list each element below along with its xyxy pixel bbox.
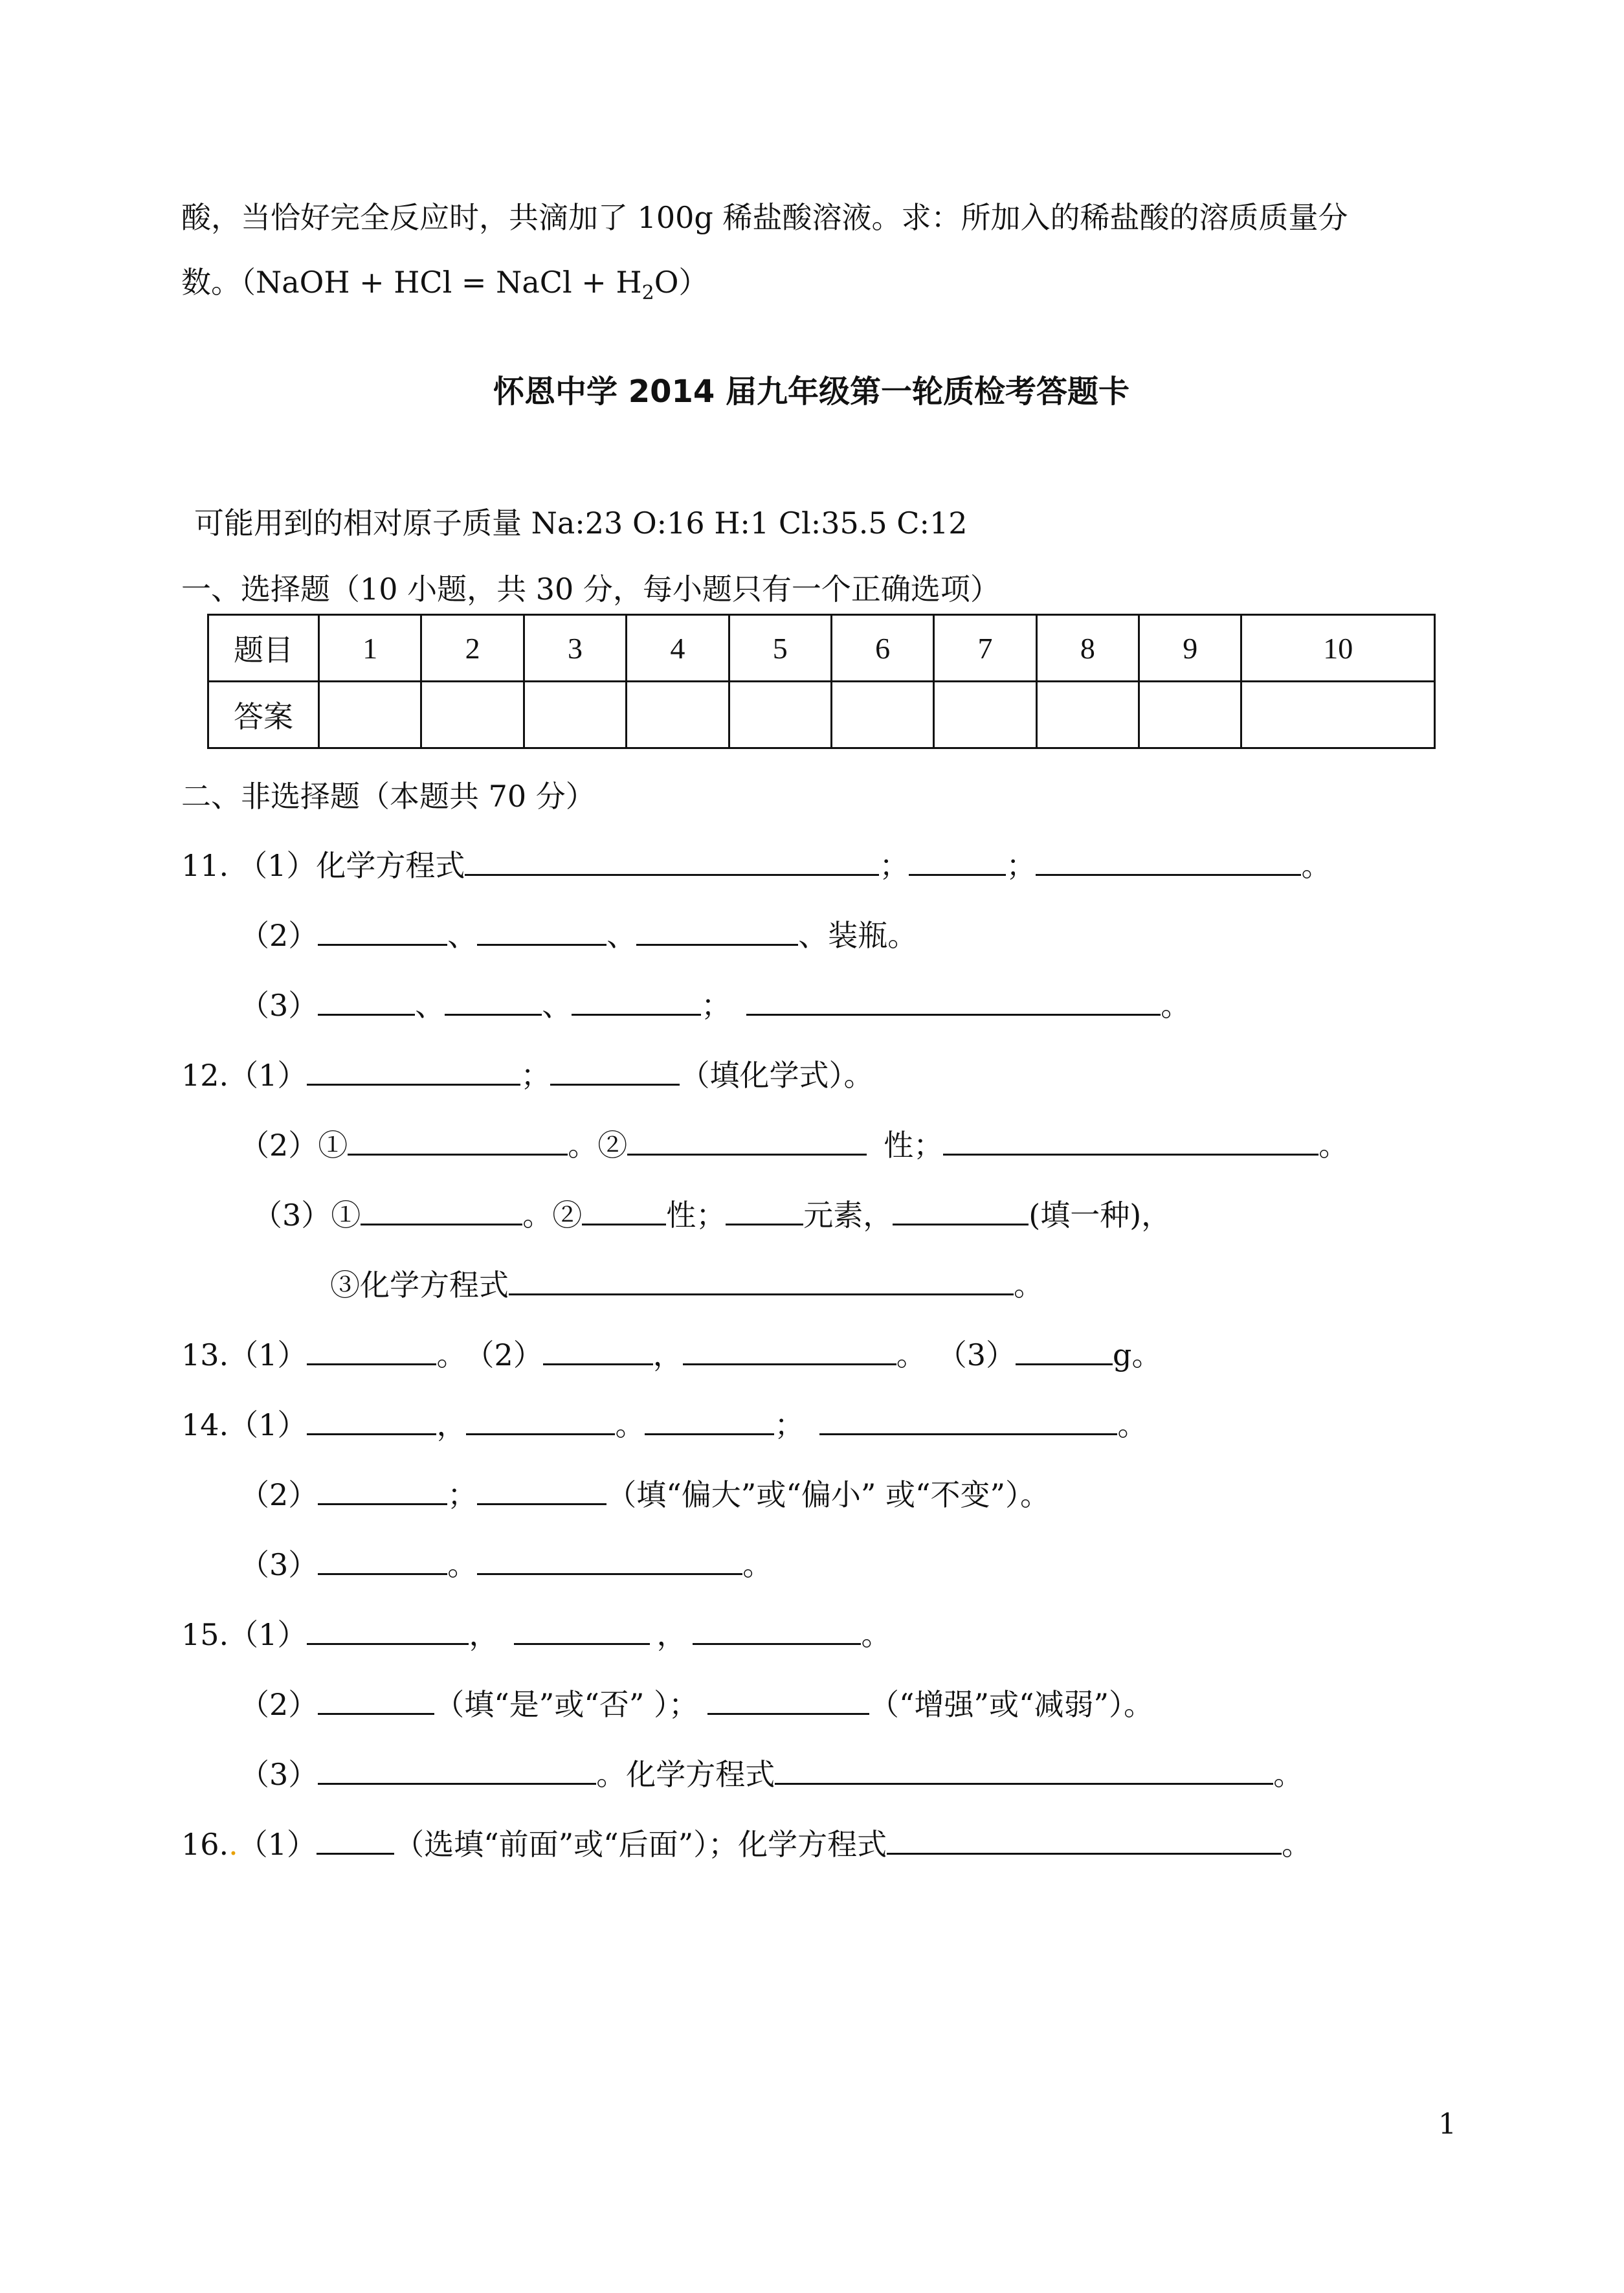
line-end: 。 — [861, 1617, 891, 1652]
answer-cell[interactable] — [1036, 682, 1139, 748]
answer-cell[interactable] — [831, 682, 933, 748]
q12-equation-label: ③化学方程式 — [330, 1268, 509, 1303]
separator: ， — [656, 1617, 687, 1652]
line-end: 。 — [1273, 1757, 1304, 1792]
q13-part1-label: （1） — [228, 1337, 307, 1372]
separator: ； — [520, 1058, 551, 1093]
answer-cell[interactable] — [319, 682, 421, 748]
q12-line-4 — [330, 1265, 1043, 1304]
answer-blank[interactable] — [909, 845, 1006, 876]
q14-line-2 — [239, 1475, 1050, 1514]
q16-line-1 — [181, 1824, 1311, 1864]
q15-line-2 — [239, 1684, 1153, 1724]
answer-blank[interactable] — [361, 1195, 522, 1225]
q12-line-3 — [252, 1195, 1171, 1235]
separator: 、 — [606, 918, 637, 953]
q15-part3-label: （3） — [239, 1757, 318, 1792]
answer-cell[interactable] — [627, 682, 729, 748]
page-number: 1 — [1438, 2108, 1456, 2141]
separator: 。 — [615, 1407, 645, 1442]
separator: 、 — [542, 988, 572, 1023]
answer-cell[interactable] — [524, 682, 626, 748]
q15-part1-label: （1） — [228, 1617, 307, 1652]
q13-line-1 — [181, 1335, 1161, 1374]
q13-part3-label: （3） — [951, 1337, 1016, 1372]
line-end: 、装瓶。 — [798, 918, 918, 953]
q14-part2-label: （2） — [239, 1477, 318, 1512]
q13-part2-label: （2） — [479, 1337, 543, 1372]
answer-blank[interactable] — [307, 1405, 436, 1435]
line-end: 。 — [1318, 1128, 1349, 1163]
q11-part2-label: （2） — [239, 918, 318, 953]
q14-part1-label: （1） — [228, 1407, 307, 1442]
answer-cell[interactable] — [729, 682, 831, 748]
instruction-text: （填“是”或“否” ）； — [434, 1687, 698, 1722]
line-end: （填化学式）。 — [680, 1058, 874, 1093]
line-end: (填一种)， — [1029, 1198, 1172, 1233]
answer-table — [207, 614, 1436, 749]
answer-blank[interactable] — [726, 1195, 803, 1225]
q14-part3-label: （3） — [239, 1547, 318, 1582]
q14-line-3 — [239, 1545, 772, 1584]
answer-blank[interactable] — [819, 1405, 1117, 1435]
line-end: g。 — [1113, 1337, 1162, 1372]
label-text: 性； — [666, 1198, 726, 1233]
separator: ； — [879, 848, 909, 883]
question-number: 12. — [181, 1058, 229, 1093]
answer-blank[interactable] — [466, 1405, 615, 1435]
answer-blank[interactable] — [943, 1125, 1318, 1156]
answer-blank[interactable] — [477, 1545, 742, 1575]
separator: 。② — [522, 1198, 583, 1233]
separator: ， — [652, 1337, 683, 1372]
separator: 、 — [447, 918, 478, 953]
separator: 。② — [568, 1128, 628, 1163]
label-text: 。化学方程式 — [596, 1757, 775, 1792]
answer-blank[interactable] — [572, 985, 701, 1016]
answer-blank[interactable] — [775, 1754, 1273, 1785]
answer-blank[interactable] — [477, 915, 606, 946]
q11-line-3 — [239, 985, 1190, 1025]
instruction-text: （“增强”或“减弱”）。 — [869, 1687, 1154, 1722]
equation-subscript: 2 — [641, 282, 654, 305]
atomic-masses: 可能用到的相对原子质量 Na:23 O:16 H:1 Cl:35.5 C:12 — [194, 506, 968, 541]
q14-line-1 — [181, 1405, 1147, 1444]
instruction-text: （选填“前面”或“后面”）；化学方程式 — [394, 1827, 887, 1862]
question-number: 10 — [1241, 615, 1435, 682]
separator: ； — [1006, 848, 1036, 883]
answer-blank[interactable] — [318, 915, 447, 946]
line-end: 。 — [1282, 1827, 1312, 1862]
question-number: 5 — [729, 615, 831, 682]
answer-blank[interactable] — [307, 1335, 436, 1365]
question-number: 16. — [181, 1827, 229, 1862]
q12-part1-label: （1） — [228, 1058, 307, 1093]
answer-blank[interactable] — [1036, 845, 1301, 876]
q12-line-2 — [239, 1125, 1348, 1165]
q15-line-1 — [181, 1615, 891, 1654]
answer-blank[interactable] — [509, 1265, 1014, 1295]
table-row-answers — [208, 682, 1435, 748]
table-row-questions — [208, 615, 1435, 682]
separator: 。 — [447, 1547, 478, 1582]
answer-sheet-title: 怀恩中学 2014 届九年级第一轮质检考答题卡 — [493, 374, 1130, 410]
section2-heading: 二、非选择题（本题共 70 分） — [181, 779, 595, 814]
instruction-text: （填“偏大”或“偏小” 或“不变”）。 — [606, 1477, 1051, 1512]
separator: ， — [469, 1617, 499, 1652]
answer-blank[interactable] — [582, 1195, 666, 1225]
label-text: 性； — [884, 1128, 944, 1163]
question-number: 14. — [181, 1407, 229, 1442]
q12-part2-label: （2）① — [239, 1128, 348, 1163]
line-end: 。 — [1301, 848, 1331, 883]
answer-blank[interactable] — [307, 1055, 520, 1086]
answer-blank[interactable] — [645, 1405, 774, 1435]
separator: ； — [774, 1407, 805, 1442]
answer-cell[interactable] — [1139, 682, 1241, 748]
q11-line-2 — [239, 915, 917, 955]
answer-blank[interactable] — [693, 1615, 861, 1645]
continuation-line-2 — [181, 263, 709, 305]
answer-blank[interactable] — [746, 985, 1161, 1016]
answer-blank[interactable] — [683, 1335, 896, 1365]
question-number: 13. — [181, 1337, 229, 1372]
answer-blank[interactable] — [636, 915, 798, 946]
row-label-answers: 答案 — [208, 682, 319, 748]
answer-blank[interactable] — [550, 1055, 680, 1086]
answer-blank[interactable] — [514, 1615, 650, 1645]
question-number: 11. — [181, 848, 229, 883]
q16-part1-label: （1） — [238, 1827, 317, 1862]
continuation-line-1: 酸，当恰好完全反应时，共滴加了 100g 稀盐酸溶液。求：所加入的稀盐酸的溶质质量分 — [181, 200, 1348, 235]
stray-dot: . — [228, 1827, 238, 1862]
question-number: 4 — [627, 615, 729, 682]
question-number: 1 — [319, 615, 421, 682]
q11-part3-label: （3） — [239, 988, 318, 1023]
answer-blank[interactable] — [348, 1125, 568, 1156]
row-label-questions: 题目 — [208, 615, 319, 682]
answer-blank[interactable] — [318, 1684, 434, 1715]
q15-line-3 — [239, 1754, 1303, 1794]
question-number: 15. — [181, 1617, 229, 1652]
line-end: 。 — [742, 1547, 773, 1582]
answer-cell[interactable] — [421, 682, 524, 748]
section1-heading: 一、选择题（10 小题，共 30 分，每小题只有一个正确选项） — [181, 572, 1000, 607]
q15-part2-label: （2） — [239, 1687, 318, 1722]
q12-part3-label: （3）① — [252, 1198, 361, 1233]
q12-line-1 — [181, 1055, 873, 1095]
answer-blank[interactable] — [445, 985, 542, 1016]
equation-suffix: O） — [654, 265, 709, 300]
separator: 。 — [436, 1337, 467, 1372]
answer-blank[interactable] — [317, 1824, 394, 1855]
question-number: 9 — [1139, 615, 1241, 682]
question-number: 8 — [1036, 615, 1139, 682]
separator: 、 — [415, 988, 445, 1023]
question-number: 2 — [421, 615, 524, 682]
label-text: 元素， — [803, 1198, 893, 1233]
line-end: 。 — [1014, 1268, 1043, 1303]
q11-part1-label: （1）化学方程式 — [238, 848, 465, 883]
answer-blank[interactable] — [707, 1684, 869, 1715]
q11-line-1 — [181, 845, 1331, 885]
separator: ； — [447, 1477, 478, 1512]
equation-prefix: 数。（NaOH + HCl = NaCl + H — [181, 265, 642, 300]
answer-cell[interactable] — [934, 682, 1036, 748]
answer-blank[interactable] — [318, 1475, 447, 1505]
question-number: 3 — [524, 615, 626, 682]
answer-blank[interactable] — [318, 1754, 596, 1785]
answer-blank[interactable] — [543, 1335, 653, 1365]
separator: ； — [701, 988, 731, 1023]
answer-blank[interactable] — [465, 845, 879, 876]
answer-blank[interactable] — [1016, 1335, 1113, 1365]
answer-blank[interactable] — [893, 1195, 1029, 1225]
answer-blank[interactable] — [318, 985, 415, 1016]
line-end: 。 — [1117, 1407, 1148, 1442]
answer-blank[interactable] — [627, 1125, 867, 1156]
answer-blank[interactable] — [307, 1615, 469, 1645]
answer-blank[interactable] — [318, 1545, 447, 1575]
question-number: 7 — [934, 615, 1036, 682]
answer-cell[interactable] — [1241, 682, 1435, 748]
separator: ， — [436, 1407, 467, 1442]
answer-blank[interactable] — [477, 1475, 606, 1505]
separator: 。 — [896, 1337, 926, 1372]
line-end: 。 — [1161, 988, 1191, 1023]
question-number: 6 — [831, 615, 933, 682]
answer-blank[interactable] — [887, 1824, 1282, 1855]
